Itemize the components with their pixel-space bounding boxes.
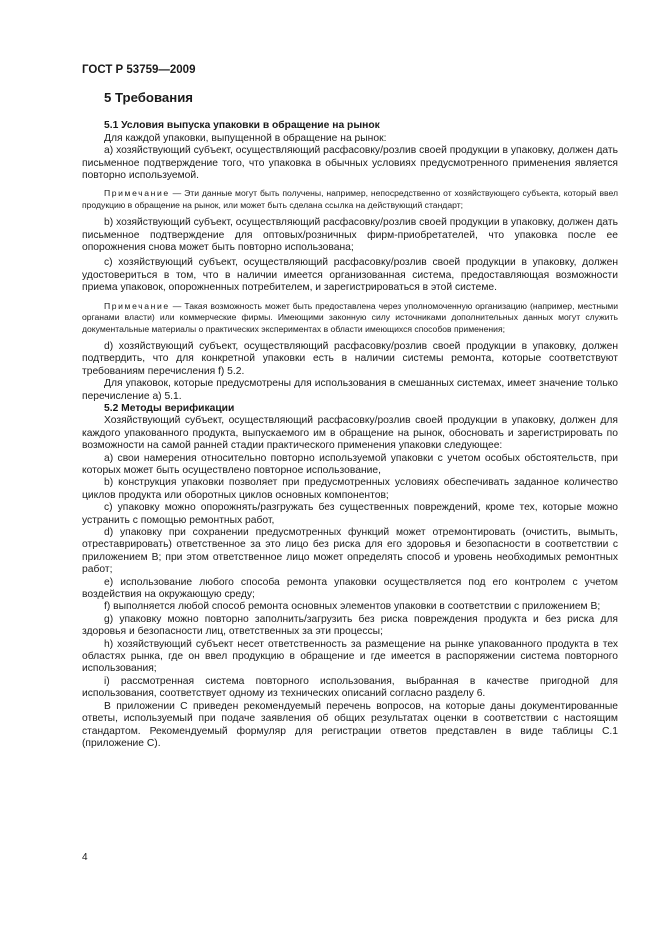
document-header: ГОСТ Р 53759—2009 [82, 64, 196, 76]
verification-item-h: h) хозяйствующий субъект несет ответственность за размещение на рынке упакованного продукта в тех областях рынка, где он ввел продукцию в обращение и где имеется в распоряжении система повторного использования; [82, 638, 618, 675]
page-number: 4 [82, 852, 88, 863]
note-1 [82, 188, 618, 211]
verification-item-e: е) использование любого способа ремонта упаковки осуществляется под его контролем с учетом воздействия на окружающую среду; [82, 576, 618, 601]
verification-item-c: с) упаковку можно опорожнять/разгружать без существенных повреждений, кроме тех, которые можно устранить с помощью ремонтных работ, [82, 502, 618, 526]
paragraph-appendix-c: В приложении С приведен рекомендуемый перечень вопросов, на которые даны документированные ответы, используемый при подаче заявления об общих результатах оценки в соответствии с настоящим стандартом. Рекомендуемый формуляр для регистрации ответов представлен в виде таблицы С.1 (приложение С). [82, 700, 618, 749]
verification-item-d: d) упаковку при сохранении предусмотренных функций может отремонтировать (очистить, вымыть, отреставрировать) ответственное за это лицо без риска для его здоровья и безопасности в соответствии с приложением В; при этом ответственное лицо может определять способ и уровень необходимых ремонтных работ; [82, 527, 618, 576]
document-body [82, 92, 618, 750]
verification-item-g: g) упаковку можно повторно заполнить/загрузить без риска повреждения продукта и без риска для здоровья и безопасности лиц, ответственных за эти процессы; [82, 613, 618, 638]
paragraph-mixed-systems: Для упаковок, которые предусмотрены для использования в смешанных системах, имеет значение только перечисление а) 5.1. [82, 378, 618, 402]
verification-item-a: а) свои намерения относительно повторно используемой упаковки с учетом особых обстоятельств, при которых может быть осуществлено повторное использование, [82, 452, 618, 476]
note-label: Примечание [104, 300, 170, 311]
note-text: — Такая возможность может быть предоставлена через уполномоченную организацию (например, местными органами власти) или коммерческие фирмы. Имеющими законную силу источниками дополнительных данных могут служить документальные материалы о практических экспериментах в области имеющихся способов применения; [82, 300, 619, 334]
paragraph-intro: Для каждой упаковки, выпущенной в обращение на рынок: [104, 132, 387, 144]
note-text: — Эти данные могут быть получены, например, непосредственно от хозяйствующего субъекта, который ввел продукцию в обращение на рынок, или может быть сделана ссылка на действующий стандарт; [82, 188, 619, 210]
list-item-a: а) хозяйствующий субъект, осуществляющий расфасовку/розлив своей продукции в упаковку, должен дать письменное подтверждение того, что упаковка в обычных условиях предусмотренного применения является повторно используемой. [82, 145, 618, 182]
paragraph-5-2-intro: Хозяйствующий субъект, осуществляющий расфасовку/розлив своей продукции в упаковку, должен для каждого упакованного продукта, выпускаемого им в обращение на рынок, обосновать и зарегистрировать по возможности на самой ранней стадии практического применения упаковки следующее: [82, 415, 618, 452]
verification-item-f: f) выполняется любой способ ремонта основных элементов упаковки в соответствии с приложением В; [104, 601, 601, 613]
subsection-5-2-title: 5.2 Методы верификации [104, 402, 235, 414]
verification-item-b: b) конструкция упаковки позволяет при предусмотренных условиях обеспечивать заданное количество циклов продукта или оборотных циклов основных компонентов; [82, 477, 618, 501]
section-title: 5 Требования [104, 90, 194, 105]
list-item-c: с) хозяйствующий субъект, осуществляющий расфасовку/розлив своей продукции в упаковку, должен удостовериться в том, что в наличии имеется организованная система, предоставляющая возможности приема упаковок, опорожненных потребителем, и зарегистрироваться в этой системе. [82, 257, 618, 294]
list-item-b: b) хозяйствующий субъект, осуществляющий расфасовку/розлив своей продукции в упаковку, должен дать письменное подтверждение для оптовых/розничных фирм-приобретателей, что упаковка после ее опорожнения снова может быть повторно использована; [82, 217, 618, 254]
list-item-d: d) хозяйствующий субъект, осуществляющий расфасовку/розлив своей продукции в упаковку, должен подтвердить, что для конкретной упаковки есть в наличии системы ремонта, которые соответствуют требованиям перечисления f) 5.2. [82, 340, 618, 377]
verification-item-i: i) рассмотренная система повторного использования, выбранная в качестве пригодной для использования, соответствует одному из технических описаний согласно разделу 6. [82, 675, 618, 700]
note-2 [82, 301, 618, 335]
subsection-5-1-title: 5.1 Условия выпуска упаковки в обращение на рынок [104, 120, 380, 132]
note-label: Примечание [104, 188, 170, 199]
